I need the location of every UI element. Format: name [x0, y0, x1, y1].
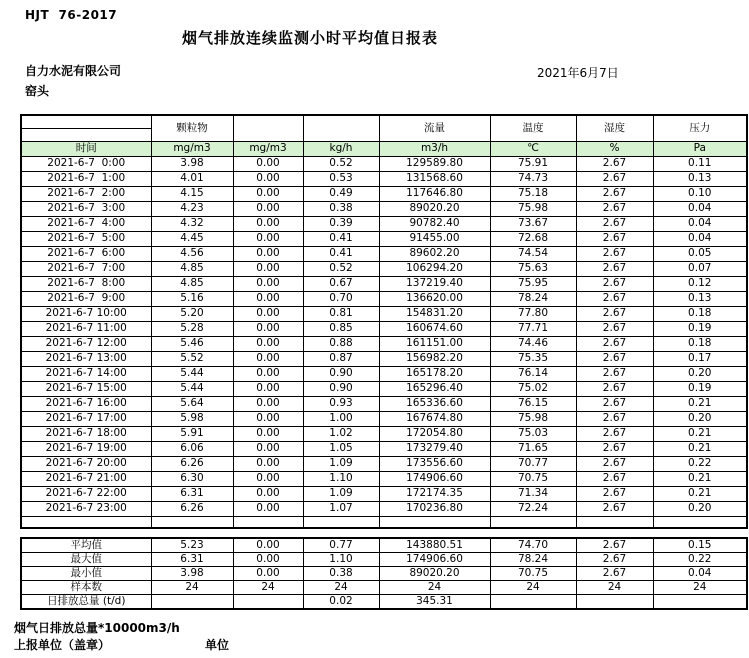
col-header-blank-1	[233, 115, 303, 142]
table-row	[21, 157, 747, 172]
report-table-area	[20, 114, 746, 610]
value-cell: 0.21	[653, 427, 747, 442]
value-cell: 74.46	[490, 337, 576, 352]
value-cell: 4.85	[151, 262, 233, 277]
value-cell: 0.00	[233, 292, 303, 307]
row-label-cell: 最小值	[21, 567, 151, 581]
value-cell: 0.00	[233, 538, 303, 553]
row-label-cell: 样本数	[21, 581, 151, 595]
value-cell: 0.00	[233, 277, 303, 292]
value-cell: 172174.35	[379, 487, 490, 502]
value-cell: 5.46	[151, 337, 233, 352]
value-cell: 75.98	[490, 412, 576, 427]
value-cell: 3.98	[151, 157, 233, 172]
value-cell: 75.02	[490, 382, 576, 397]
value-cell: 4.23	[151, 202, 233, 217]
value-cell: 165296.40	[379, 382, 490, 397]
value-cell: 170236.80	[379, 502, 490, 517]
value-cell: 2.67	[576, 292, 653, 307]
value-cell: 5.52	[151, 352, 233, 367]
table-row	[21, 427, 747, 442]
value-cell: 2.67	[576, 337, 653, 352]
summary-row	[21, 567, 747, 581]
value-cell: 1.10	[303, 553, 379, 567]
value-cell: 0.15	[653, 538, 747, 553]
value-cell: 0.12	[653, 277, 747, 292]
value-cell: 0.21	[653, 397, 747, 412]
value-cell: 0.07	[653, 262, 747, 277]
value-cell: 0.21	[653, 472, 747, 487]
unit-kgh: kg/h	[303, 142, 379, 157]
value-cell: 0.20	[653, 502, 747, 517]
value-cell: 5.20	[151, 307, 233, 322]
value-cell: 2.67	[576, 217, 653, 232]
row-label-cell: 最大值	[21, 553, 151, 567]
value-cell: 0.81	[303, 307, 379, 322]
value-cell: 0.38	[303, 202, 379, 217]
row-label-cell: 2021-6-7 23:00	[21, 502, 151, 517]
value-cell: 0.19	[653, 382, 747, 397]
value-cell: 117646.80	[379, 187, 490, 202]
value-cell: 137219.40	[379, 277, 490, 292]
value-cell: 89020.20	[379, 567, 490, 581]
value-cell: 2.67	[576, 247, 653, 262]
value-cell: 172054.80	[379, 427, 490, 442]
value-cell: 4.56	[151, 247, 233, 262]
value-cell: 0.00	[233, 187, 303, 202]
row-label-cell: 2021-6-7 11:00	[21, 322, 151, 337]
row-label-cell: 2021-6-7 6:00	[21, 247, 151, 262]
value-cell: 5.64	[151, 397, 233, 412]
row-label-cell: 2021-6-7 2:00	[21, 187, 151, 202]
value-cell: 0.00	[233, 247, 303, 262]
value-cell: 1.07	[303, 502, 379, 517]
value-cell: 0.52	[303, 262, 379, 277]
value-cell: 0.00	[233, 487, 303, 502]
value-cell: 0.87	[303, 352, 379, 367]
value-cell: 4.01	[151, 172, 233, 187]
value-cell: 0.00	[233, 502, 303, 517]
value-cell: 1.09	[303, 457, 379, 472]
value-cell: 89020.20	[379, 202, 490, 217]
row-label-cell: 2021-6-7 17:00	[21, 412, 151, 427]
value-cell: 77.71	[490, 322, 576, 337]
footer-report-unit: 上报单位（盖章）	[14, 638, 111, 652]
value-cell: 73.67	[490, 217, 576, 232]
footer-note: 烟气日排放总量*10000m3/h	[14, 621, 180, 635]
row-label-cell: 2021-6-7 10:00	[21, 307, 151, 322]
value-cell: 2.67	[576, 553, 653, 567]
value-cell: 2.67	[576, 157, 653, 172]
value-cell: 0.00	[233, 262, 303, 277]
value-cell: 2.67	[576, 172, 653, 187]
value-cell: 2.67	[576, 457, 653, 472]
value-cell: 5.28	[151, 322, 233, 337]
value-cell: 2.67	[576, 397, 653, 412]
value-cell: 2.67	[576, 472, 653, 487]
value-cell: 75.18	[490, 187, 576, 202]
value-cell: 174906.60	[379, 472, 490, 487]
page-title: 烟气排放连续监测小时平均值日报表	[181, 29, 438, 47]
value-cell: 0.11	[653, 157, 747, 172]
unit-m3h: m3/h	[379, 142, 490, 157]
value-cell: 0.41	[303, 232, 379, 247]
value-cell: 70.75	[490, 567, 576, 581]
row-label-cell: 2021-6-7 14:00	[21, 367, 151, 382]
monitoring-table	[20, 114, 748, 529]
table-row	[21, 397, 747, 412]
value-cell: 6.31	[151, 553, 233, 567]
value-cell: 91455.00	[379, 232, 490, 247]
value-cell: 4.32	[151, 217, 233, 232]
value-cell: 2.67	[576, 277, 653, 292]
value-cell: 24	[151, 581, 233, 595]
value-cell: 1.00	[303, 412, 379, 427]
value-cell: 90782.40	[379, 217, 490, 232]
time-header: 时间	[21, 142, 151, 157]
station-name: 窑头	[25, 84, 50, 98]
standard-code: HJT 76-2017	[25, 8, 118, 22]
table-row	[21, 172, 747, 187]
row-label-cell: 2021-6-7 13:00	[21, 352, 151, 367]
value-cell: 24	[233, 581, 303, 595]
table-row	[21, 472, 747, 487]
value-cell: 3.98	[151, 567, 233, 581]
value-cell	[576, 595, 653, 610]
value-cell: 71.34	[490, 487, 576, 502]
value-cell: 0.18	[653, 307, 747, 322]
value-cell: 0.00	[233, 172, 303, 187]
value-cell: 71.65	[490, 442, 576, 457]
value-cell: 2.67	[576, 352, 653, 367]
value-cell: 161151.00	[379, 337, 490, 352]
value-cell: 0.13	[653, 172, 747, 187]
value-cell: 4.15	[151, 187, 233, 202]
value-cell: 75.98	[490, 202, 576, 217]
col-header-blank-2	[303, 115, 379, 142]
value-cell: 24	[379, 581, 490, 595]
value-cell: 74.70	[490, 538, 576, 553]
value-cell: 160674.60	[379, 322, 490, 337]
col-header-temperature: 温度	[490, 115, 576, 142]
value-cell: 165336.60	[379, 397, 490, 412]
value-cell: 70.77	[490, 457, 576, 472]
value-cell: 0.00	[233, 322, 303, 337]
row-label-cell: 2021-6-7 7:00	[21, 262, 151, 277]
value-cell: 0.04	[653, 232, 747, 247]
value-cell: 2.67	[576, 487, 653, 502]
row-label-cell: 2021-6-7 3:00	[21, 202, 151, 217]
value-cell: 0.05	[653, 247, 747, 262]
row-label-cell: 2021-6-7 18:00	[21, 427, 151, 442]
unit-mgm3-2: mg/m3	[233, 142, 303, 157]
value-cell: 106294.20	[379, 262, 490, 277]
col-header-particulate: 颗粒物	[151, 115, 233, 142]
value-cell: 6.31	[151, 487, 233, 502]
row-label-cell: 2021-6-7 5:00	[21, 232, 151, 247]
value-cell: 6.30	[151, 472, 233, 487]
value-cell: 74.54	[490, 247, 576, 262]
value-cell: 0.04	[653, 202, 747, 217]
value-cell: 345.31	[379, 595, 490, 610]
value-cell: 0.00	[233, 307, 303, 322]
unit-header-row	[21, 142, 747, 157]
value-cell	[653, 595, 747, 610]
value-cell: 2.67	[576, 567, 653, 581]
value-cell: 74.73	[490, 172, 576, 187]
row-label-cell: 2021-6-7 0:00	[21, 157, 151, 172]
row-label-cell: 2021-6-7 8:00	[21, 277, 151, 292]
table-row	[21, 487, 747, 502]
value-cell: 0.00	[233, 457, 303, 472]
table-row	[21, 277, 747, 292]
value-cell: 173556.60	[379, 457, 490, 472]
value-cell: 0.00	[233, 337, 303, 352]
value-cell: 0.49	[303, 187, 379, 202]
value-cell: 2.67	[576, 502, 653, 517]
value-cell: 1.02	[303, 427, 379, 442]
value-cell: 1.10	[303, 472, 379, 487]
row-label-cell: 2021-6-7 19:00	[21, 442, 151, 457]
table-row	[21, 367, 747, 382]
footer-unit-label: 单位	[205, 638, 230, 652]
col-header-pressure: 压力	[653, 115, 747, 142]
row-label-cell: 2021-6-7 15:00	[21, 382, 151, 397]
value-cell: 0.90	[303, 382, 379, 397]
value-cell: 6.26	[151, 457, 233, 472]
value-cell: 0.53	[303, 172, 379, 187]
value-cell: 154831.20	[379, 307, 490, 322]
value-cell: 24	[490, 581, 576, 595]
value-cell: 4.45	[151, 232, 233, 247]
corner-cell-bottom	[21, 129, 151, 142]
value-cell: 167674.80	[379, 412, 490, 427]
value-cell	[233, 595, 303, 610]
value-cell: 70.75	[490, 472, 576, 487]
value-cell: 0.70	[303, 292, 379, 307]
value-cell: 0.00	[233, 442, 303, 457]
summary-row	[21, 553, 747, 567]
col-header-humidity: 湿度	[576, 115, 653, 142]
col-header-flow: 流量	[379, 115, 490, 142]
table-row	[21, 187, 747, 202]
value-cell: 0.04	[653, 567, 747, 581]
table-row	[21, 232, 747, 247]
value-cell: 0.00	[233, 382, 303, 397]
value-cell: 5.16	[151, 292, 233, 307]
value-cell: 0.52	[303, 157, 379, 172]
row-label-cell: 2021-6-7 20:00	[21, 457, 151, 472]
value-cell: 0.00	[233, 202, 303, 217]
unit-celsius: ℃	[490, 142, 576, 157]
unit-percent: %	[576, 142, 653, 157]
table-row	[21, 307, 747, 322]
value-cell: 0.67	[303, 277, 379, 292]
value-cell: 75.63	[490, 262, 576, 277]
table-row	[21, 457, 747, 472]
value-cell: 0.04	[653, 217, 747, 232]
value-cell: 75.91	[490, 157, 576, 172]
value-cell: 156982.20	[379, 352, 490, 367]
row-label-cell: 2021-6-7 9:00	[21, 292, 151, 307]
value-cell: 0.02	[303, 595, 379, 610]
value-cell: 0.93	[303, 397, 379, 412]
summary-row	[21, 538, 747, 553]
table-row	[21, 247, 747, 262]
value-cell: 143880.51	[379, 538, 490, 553]
table-row	[21, 352, 747, 367]
value-cell: 174906.60	[379, 553, 490, 567]
value-cell: 0.00	[233, 412, 303, 427]
report-date: 2021年6月7日	[537, 66, 619, 80]
data-rows	[21, 157, 747, 517]
value-cell: 0.20	[653, 367, 747, 382]
value-cell: 0.20	[653, 412, 747, 427]
value-cell: 75.03	[490, 427, 576, 442]
value-cell: 72.68	[490, 232, 576, 247]
value-cell: 2.67	[576, 538, 653, 553]
summary-row	[21, 581, 747, 595]
value-cell: 76.14	[490, 367, 576, 382]
value-cell: 0.00	[233, 472, 303, 487]
summary-row	[21, 595, 747, 610]
value-cell: 77.80	[490, 307, 576, 322]
summary-table	[20, 537, 748, 610]
value-cell: 2.67	[576, 262, 653, 277]
value-cell: 165178.20	[379, 367, 490, 382]
value-cell: 2.67	[576, 412, 653, 427]
value-cell: 24	[653, 581, 747, 595]
table-row	[21, 292, 747, 307]
value-cell: 75.35	[490, 352, 576, 367]
value-cell: 173279.40	[379, 442, 490, 457]
value-cell: 0.00	[233, 232, 303, 247]
value-cell: 0.90	[303, 367, 379, 382]
value-cell: 24	[576, 581, 653, 595]
value-cell: 5.98	[151, 412, 233, 427]
value-cell: 0.85	[303, 322, 379, 337]
corner-cell-top	[21, 115, 151, 129]
value-cell: 0.17	[653, 352, 747, 367]
value-cell: 0.21	[653, 442, 747, 457]
value-cell: 0.00	[233, 567, 303, 581]
value-cell: 0.00	[233, 367, 303, 382]
value-cell: 0.00	[233, 553, 303, 567]
value-cell: 5.44	[151, 367, 233, 382]
value-cell: 89602.20	[379, 247, 490, 262]
table-row	[21, 337, 747, 352]
row-label-cell: 2021-6-7 4:00	[21, 217, 151, 232]
value-cell: 0.00	[233, 217, 303, 232]
value-cell: 2.67	[576, 427, 653, 442]
table-row	[21, 262, 747, 277]
value-cell: 0.22	[653, 457, 747, 472]
table-row	[21, 322, 747, 337]
value-cell: 2.67	[576, 382, 653, 397]
row-label-cell: 平均值	[21, 538, 151, 553]
value-cell: 2.67	[576, 442, 653, 457]
value-cell: 2.67	[576, 202, 653, 217]
value-cell: 0.22	[653, 553, 747, 567]
row-label-cell: 2021-6-7 1:00	[21, 172, 151, 187]
value-cell: 0.00	[233, 352, 303, 367]
value-cell	[490, 595, 576, 610]
value-cell: 136620.00	[379, 292, 490, 307]
value-cell: 131568.60	[379, 172, 490, 187]
value-cell: 0.18	[653, 337, 747, 352]
value-cell: 5.23	[151, 538, 233, 553]
value-cell: 0.21	[653, 487, 747, 502]
value-cell: 0.88	[303, 337, 379, 352]
value-cell: 75.95	[490, 277, 576, 292]
row-label-cell: 日排放总量 (t/d)	[21, 595, 151, 610]
value-cell: 0.10	[653, 187, 747, 202]
value-cell: 0.39	[303, 217, 379, 232]
value-cell: 0.19	[653, 322, 747, 337]
value-cell: 0.38	[303, 567, 379, 581]
value-cell: 2.67	[576, 322, 653, 337]
value-cell: 6.06	[151, 442, 233, 457]
row-label-cell: 2021-6-7 16:00	[21, 397, 151, 412]
value-cell: 2.67	[576, 187, 653, 202]
table-row	[21, 412, 747, 427]
row-label-cell: 2021-6-7 21:00	[21, 472, 151, 487]
row-label-cell: 2021-6-7 12:00	[21, 337, 151, 352]
summary-rows	[21, 538, 747, 609]
value-cell: 5.44	[151, 382, 233, 397]
value-cell: 0.13	[653, 292, 747, 307]
value-cell: 76.15	[490, 397, 576, 412]
spacer-row	[21, 517, 747, 529]
value-cell: 0.00	[233, 427, 303, 442]
value-cell: 5.91	[151, 427, 233, 442]
table-row	[21, 502, 747, 517]
value-cell: 4.85	[151, 277, 233, 292]
group-header-row	[21, 115, 747, 129]
value-cell: 78.24	[490, 292, 576, 307]
value-cell: 1.09	[303, 487, 379, 502]
value-cell: 0.77	[303, 538, 379, 553]
unit-pa: Pa	[653, 142, 747, 157]
table-row	[21, 202, 747, 217]
table-row	[21, 217, 747, 232]
unit-mgm3-1: mg/m3	[151, 142, 233, 157]
table-row	[21, 442, 747, 457]
value-cell: 6.26	[151, 502, 233, 517]
value-cell: 129589.80	[379, 157, 490, 172]
table-row	[21, 382, 747, 397]
company-name: 自力水泥有限公司	[25, 64, 122, 78]
row-label-cell: 2021-6-7 22:00	[21, 487, 151, 502]
value-cell: 1.05	[303, 442, 379, 457]
value-cell: 0.00	[233, 157, 303, 172]
value-cell: 2.67	[576, 307, 653, 322]
value-cell: 0.00	[233, 397, 303, 412]
value-cell: 24	[303, 581, 379, 595]
value-cell: 78.24	[490, 553, 576, 567]
value-cell: 2.67	[576, 232, 653, 247]
value-cell: 0.41	[303, 247, 379, 262]
value-cell: 2.67	[576, 367, 653, 382]
value-cell	[151, 595, 233, 610]
value-cell: 72.24	[490, 502, 576, 517]
